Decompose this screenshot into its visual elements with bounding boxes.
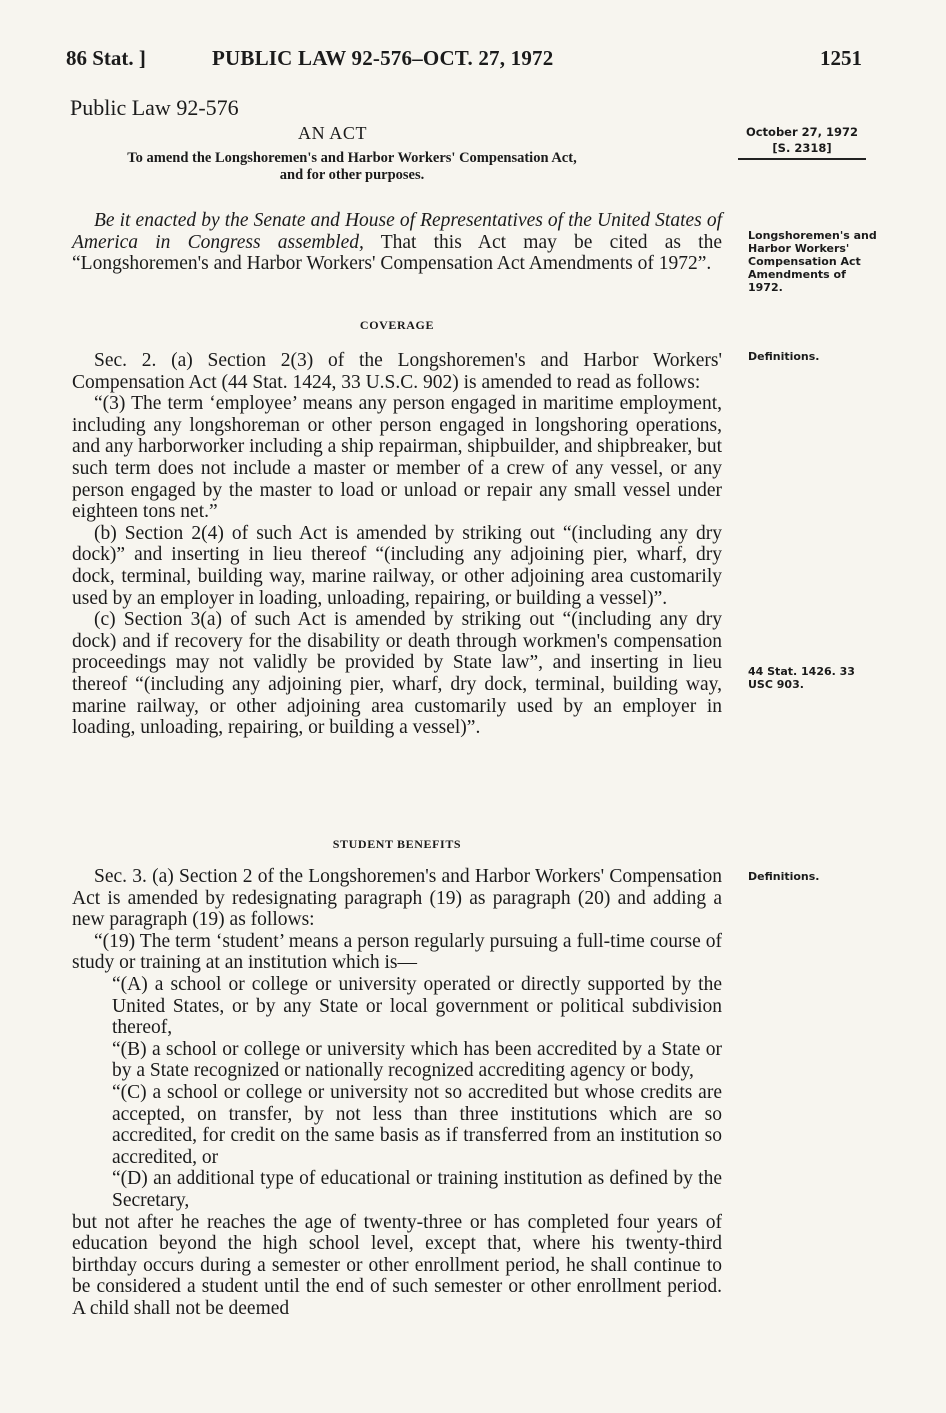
- date-rule: [738, 158, 866, 160]
- margin-note-short-title: Longshoremen's and Harbor Workers' Compensation Act Amendments of 1972.: [748, 229, 877, 294]
- statute-volume: 86 Stat. ]: [66, 46, 146, 70]
- sec2-a-quote: “(3) The term ‘employee’ means any person engaged in maritime employment, including any longshoreman or other person engaged in longshoring operations, and any harborworker including a ship repairman, shipbuilder, and shipbreaker, but such term does not include a master or member of a crew of any vessel, or any person engaged by the master to load or unload or repair any small vessel under eighteen tons net.”: [72, 393, 722, 523]
- sec2-a: Sec. 2. (a) Section 2(3) of the Longshoremen's and Harbor Workers' Compensation Act (44 Stat. 1424, 33 U.S.C. 902) is amended to read as follows:: [72, 350, 722, 393]
- section-2: [72, 350, 722, 739]
- running-header: [66, 46, 866, 78]
- sec2-b: (b) Section 2(4) of such Act is amended by striking out “(including any dry dock)” and inserting in lieu thereof “(including any adjoining pier, wharf, dry dock, terminal, building way, marine railway, or other adjoining area customarily used by an employer in loading, unloading, repairing, or building a vessel)”.: [72, 522, 722, 609]
- enacting-formula: Be it enacted by the Senate and House of Representatives of the United States of America in Congress assembled,: [72, 210, 722, 253]
- sec3-tail: but not after he reaches the age of twenty-three or has completed four years of education beyond the high school level, except that, where his twenty-third birthday occurs during a semester or other enrollment period, he shall continue to be considered a student until the end of such semester or other enrollment period. A child shall not be deemed: [72, 1211, 722, 1319]
- sec3-clause-d: “(D) an additional type of educational or training institution as defined by the Secretary,: [112, 1168, 722, 1211]
- margin-note-stat-reference: 44 Stat. 1426. 33 USC 903.: [748, 665, 855, 691]
- margin-note-definitions-2: Definitions.: [748, 870, 820, 883]
- act-purpose: To amend the Longshoremen's and Harbor Workers' Compensation Act, and for other purposes.: [127, 150, 577, 183]
- margin-note-definitions: Definitions.: [748, 350, 820, 363]
- enactment-date-note: [738, 124, 866, 160]
- enactment-date: October 27, 1972: [745, 125, 859, 139]
- short-title-text: That this Act may be cited as the “Longshoremen's and Harbor Workers' Compensation Act Amendments of 1972”.: [72, 231, 722, 275]
- heading-student-benefits: STUDENT BENEFITS: [332, 837, 462, 851]
- public-law-number: Public Law 92-576: [70, 95, 239, 120]
- senate-bill-number: [S. 2318]: [772, 141, 832, 155]
- section-3: [72, 866, 722, 1319]
- sec3-clause-c: “(C) a school or college or university not so accredited but whose credits are accepted, on transfer, by not less than three institutions which are so accredited, for credit on the same basis as if transferred from an institution so accredited, or: [112, 1081, 722, 1168]
- sec3-clause-b: “(B) a school or college or university which has been accredited by a State or by a State recognized or nationally recognized accrediting agency or body,: [112, 1038, 722, 1082]
- heading-coverage: COVERAGE: [359, 318, 435, 332]
- page-number: 1251: [820, 46, 862, 70]
- sec3-a: Sec. 3. (a) Section 2 of the Longshoremen's and Harbor Workers' Compensation Act is amended by redesignating paragraph (19) as paragraph (20) and adding a new paragraph (19) as follows:: [72, 866, 722, 931]
- act-title: AN ACT: [298, 123, 368, 143]
- header-title: PUBLIC LAW 92-576–OCT. 27, 1972: [212, 46, 554, 70]
- sec2-c: (c) Section 3(a) of such Act is amended by striking out “(including any dry dock) and if recovery for the disability or death through workmen's compensation proceedings may not validly be provided by State law”, and inserting in lieu thereof “(including any adjoining pier, wharf, dry dock, terminal, building way, marine railway, or other adjoining area customarily used by an employer in loading, unloading, repairing, or building a vessel)”.: [72, 609, 722, 739]
- sec3-paragraph-19: “(19) The term ‘student’ means a person regularly pursuing a full-time course of study or training at an institution which is—: [72, 930, 722, 974]
- sec3-clause-a: “(A) a school or college or university operated or directly supported by the United States, or by any State or local government or political subdivision thereof,: [112, 973, 722, 1039]
- enacting-clause: [72, 210, 722, 275]
